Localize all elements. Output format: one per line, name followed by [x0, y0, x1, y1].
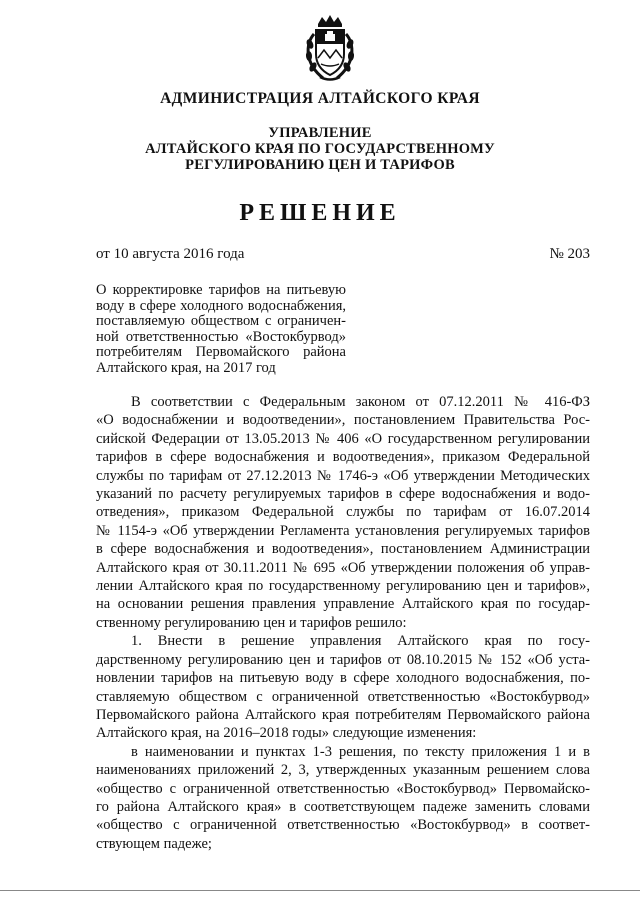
- body-line: тарифов в сфере водоснабжения и водоотведения», приказом Федеральной: [96, 449, 590, 466]
- document-subject: [96, 283, 346, 376]
- subject-line: поставляемую обществом с ограничен-: [96, 313, 346, 329]
- body-line: новлении тарифов на питьевую воду в сфере холодного водоснабжения, по-: [96, 670, 590, 687]
- page-bottom-rule: [0, 890, 640, 891]
- body-line: ствующем падеже;: [96, 835, 212, 852]
- body-line: наименованиях приложений 2, 3, утвержденных указанным решением слова: [96, 762, 590, 779]
- department-line: УПРАВЛЕНИЕ: [268, 125, 372, 141]
- subject-line: Алтайского края, на 2017 год: [96, 359, 276, 376]
- body-line: Алтайского края от 30.11.2011 № 695 «Об утверждении положения об управ-: [96, 559, 590, 576]
- body-line: В соответствии с Федеральным законом от 07.12.2011 № 416-ФЗ: [131, 394, 590, 410]
- body-line: в сфере водоснабжения и водоотведения», постановлением Администрации: [96, 541, 590, 558]
- body-line: ственному регулированию цен и тарифов решило:: [96, 614, 407, 631]
- department-line: РЕГУЛИРОВАНИЮ ЦЕН И ТАРИФОВ: [185, 157, 455, 173]
- department-line: АЛТАЙСКОГО КРАЯ ПО ГОСУДАРСТВЕННОМУ: [145, 141, 495, 157]
- body-line: лении Алтайского края по государственному регулированию цен и тарифов»,: [96, 578, 590, 595]
- body-line: Алтайского края, на 2016–2018 годы» следующие изменения:: [96, 725, 477, 742]
- coat-of-arms-icon: [301, 14, 359, 84]
- body-line: «О водоснабжении и водоотведении», постановлением Правительства Рос-: [96, 412, 590, 429]
- document-number: № 203: [549, 246, 590, 262]
- subject-line: ной ответственностью «Востокбурвод»: [96, 328, 346, 345]
- department-title: [0, 125, 640, 173]
- body-line: службы по тарифам от 27.12.2013 № 1746-э «Об утверждении Методических: [96, 467, 590, 484]
- body-line: на основании решения правления управление Алтайского края по государ-: [96, 596, 590, 613]
- body-line: дарственному регулированию цен и тарифов от 08.10.2015 № 152 «Об уста-: [96, 651, 590, 668]
- body-line: Первомайского района Алтайского края потребителям Первомайского района: [96, 706, 590, 723]
- document-type-title: РЕШЕНИЕ: [239, 200, 401, 226]
- body-line: «общество с ограниченной ответственностью «Востокбурвод» Первомайско-: [96, 780, 590, 797]
- subject-line: потребителям Первомайского района: [96, 344, 346, 360]
- body-line: 1. Внести в решение управления Алтайского края по госу-: [131, 633, 590, 650]
- body-line: «общество с ограниченной ответственностью «Востокбурвод» в соответ-: [96, 817, 590, 834]
- administration-title: АДМИНИСТРАЦИЯ АЛТАЙСКОГО КРАЯ: [160, 90, 480, 107]
- body-line: № 1154-э «Об утверждении Регламента установления регулируемых тарифов: [96, 522, 590, 539]
- body-line: в наименовании и пунктах 1-3 решения, по тексту приложения 1 и в: [131, 743, 590, 760]
- subject-line: О корректировке тарифов на питьевую: [96, 282, 346, 298]
- document-date: от 10 августа 2016 года: [96, 246, 245, 262]
- body-line: указаний по расчету регулируемых тарифов в сфере водоснабжения и водо-: [96, 486, 590, 503]
- body-line: отведения», приказом Федеральной службы по тарифам от 16.07.2014: [96, 504, 590, 521]
- body-line: ставляемую обществом с ограниченной ответственностью «Востокбурвод»: [96, 688, 590, 705]
- document-body: [96, 393, 590, 853]
- body-line: сийской Федерации от 13.05.2013 № 406 «О государственном регулировании: [96, 430, 590, 447]
- body-line: го района Алтайского края» в соответствующем падеже заменить словами: [96, 798, 590, 815]
- subject-line: воду в сфере холодного водоснабжения,: [96, 297, 346, 314]
